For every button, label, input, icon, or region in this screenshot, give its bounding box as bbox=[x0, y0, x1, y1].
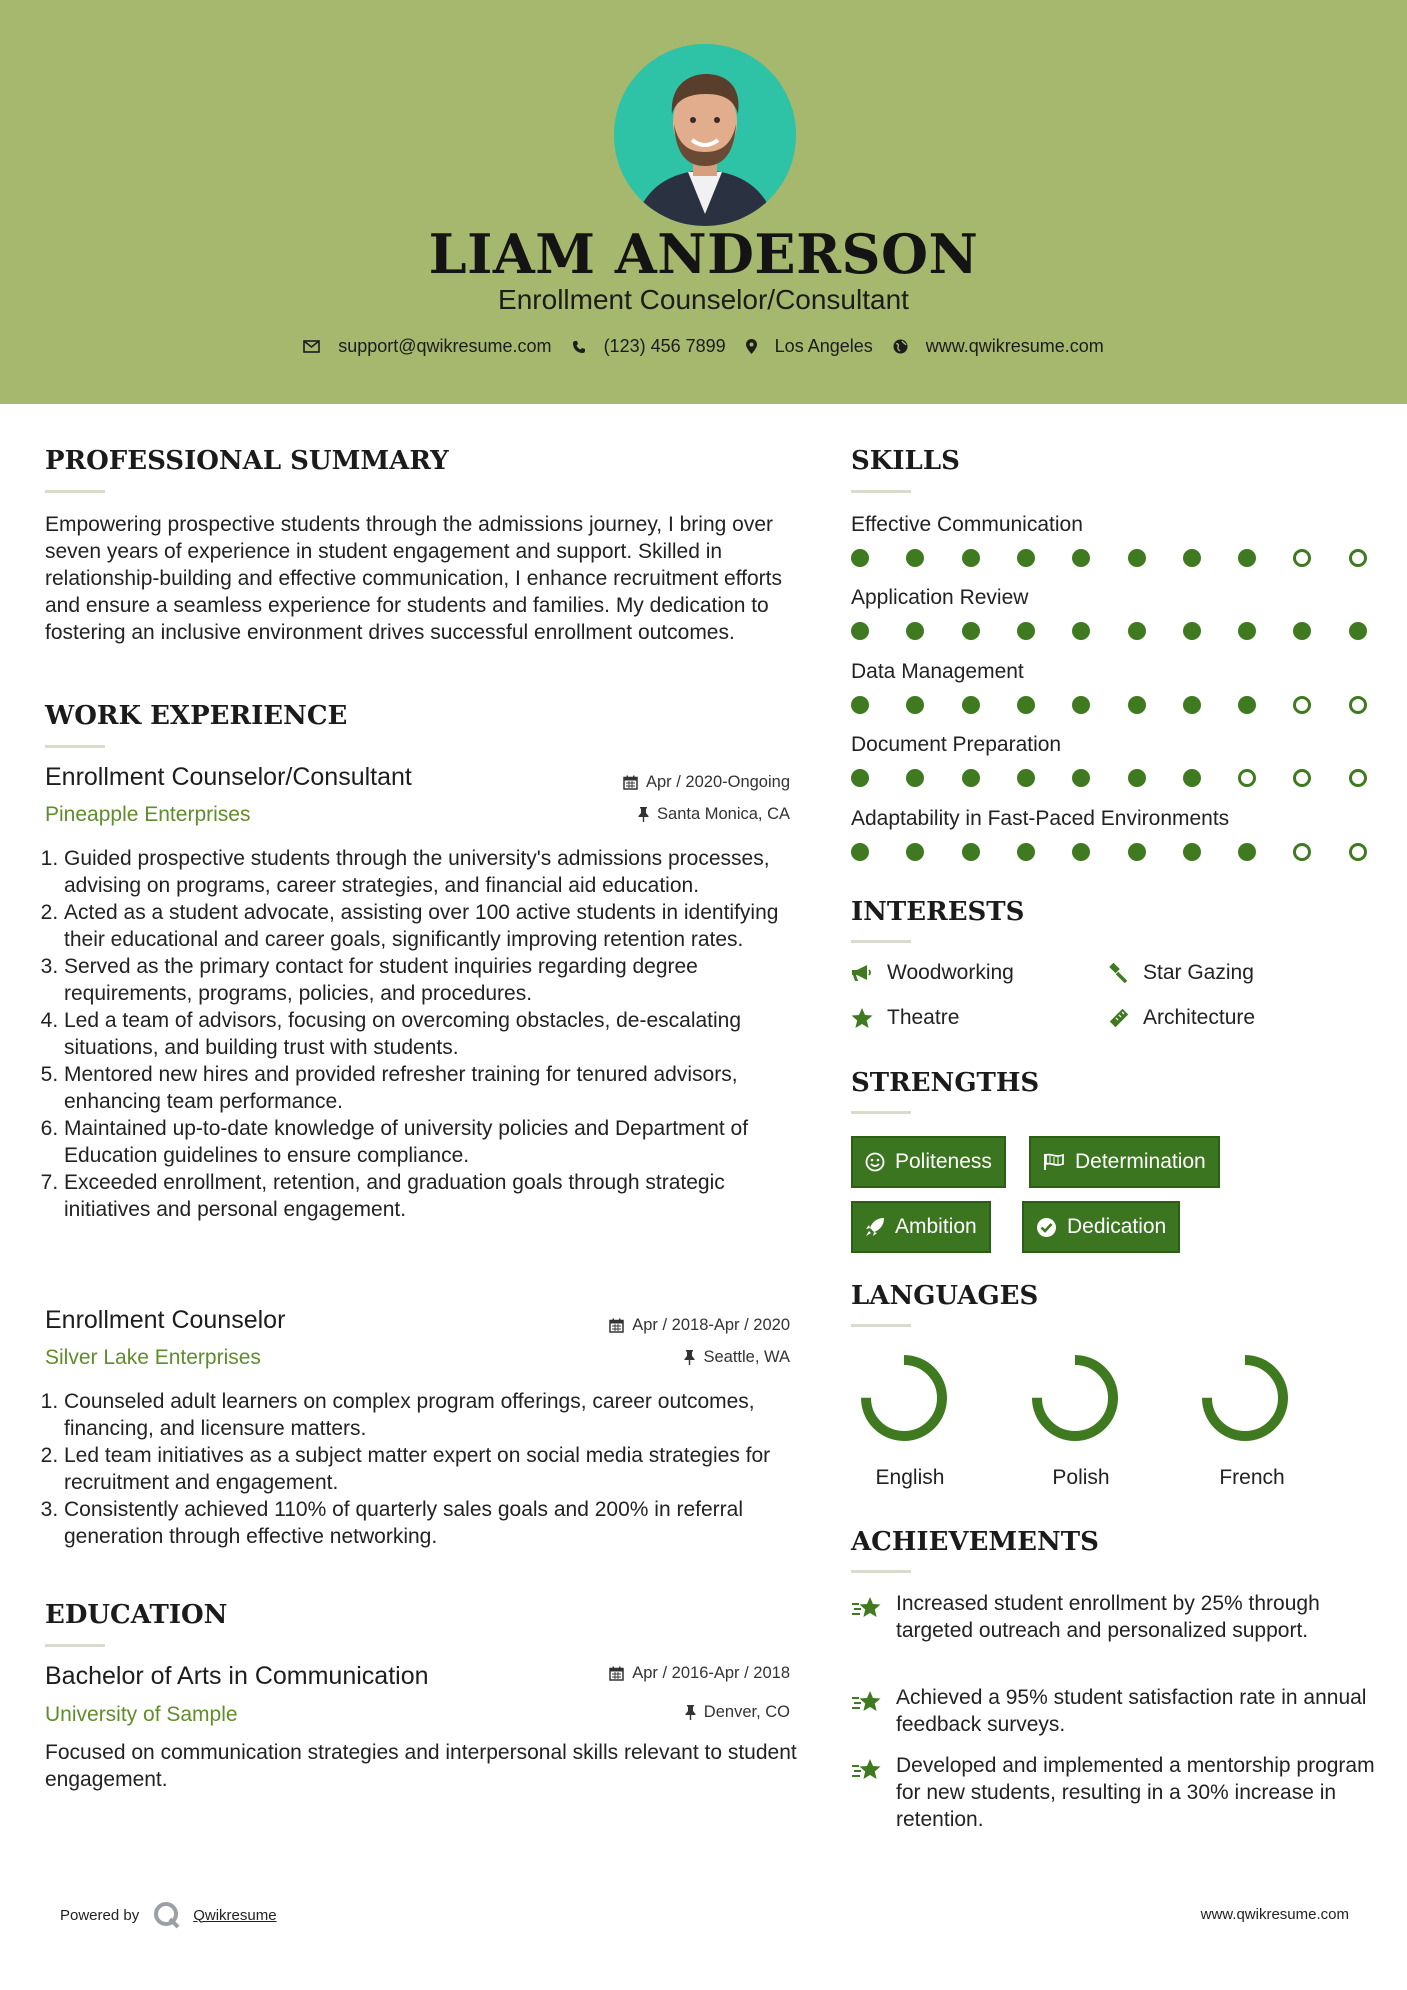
strengths-heading-underline bbox=[851, 1111, 911, 1114]
contact-location-text: Los Angeles bbox=[774, 336, 873, 356]
job-dates-text: Apr / 2018-Apr / 2020 bbox=[632, 1316, 790, 1334]
pushpin-icon bbox=[684, 1350, 695, 1365]
strength-badge bbox=[1029, 1136, 1220, 1188]
skill-rating bbox=[851, 622, 1371, 642]
list-item: 2. Acted as a student advocate, assisting over 100 active students in identifying their educational and career goals, significantly improving retention rates. bbox=[64, 899, 805, 953]
skill-dot-filled bbox=[1017, 622, 1035, 640]
summary-heading-underline bbox=[45, 490, 105, 493]
skill-dot-empty bbox=[1238, 769, 1256, 787]
skill-name: Effective Communication bbox=[851, 513, 1083, 536]
language-level-ring bbox=[858, 1352, 950, 1444]
skill-dot-filled bbox=[1293, 622, 1311, 640]
language-name: English bbox=[875, 1466, 945, 1489]
interest-label: Woodworking bbox=[887, 961, 1014, 984]
languages-heading: LANGUAGES bbox=[851, 1281, 1039, 1311]
strengths-heading: STRENGTHS bbox=[851, 1068, 1040, 1098]
company-name: Pineapple Enterprises bbox=[45, 803, 251, 826]
skill-dot-empty bbox=[1349, 549, 1367, 567]
skill-dot-filled bbox=[1183, 622, 1201, 640]
star-icon bbox=[851, 1008, 873, 1029]
skills-heading: SKILLS bbox=[851, 446, 960, 476]
calendar-icon bbox=[609, 1318, 624, 1333]
interest-item bbox=[851, 961, 1014, 985]
skill-dot-empty bbox=[1293, 549, 1311, 567]
skill-dot-empty bbox=[1293, 696, 1311, 714]
skill-dot-empty bbox=[1293, 769, 1311, 787]
trophy-star-icon bbox=[851, 1690, 883, 1716]
contact-location bbox=[746, 336, 873, 357]
job-responsibilities bbox=[45, 845, 805, 1223]
job-dates bbox=[500, 1316, 790, 1335]
job-dates-text: Apr / 2020-Ongoing bbox=[645, 773, 790, 791]
skill-dot-filled bbox=[1183, 696, 1201, 714]
skill-dot-filled bbox=[1128, 549, 1146, 567]
skill-dot-filled bbox=[962, 696, 980, 714]
contact-website-text: www.qwikresume.com bbox=[925, 336, 1104, 356]
skill-dot-filled bbox=[1349, 622, 1367, 640]
skill-dot-filled bbox=[1128, 843, 1146, 861]
ruler-icon bbox=[1107, 1007, 1129, 1029]
job-title: Enrollment Counselor/Consultant bbox=[45, 763, 412, 791]
list-item: 3. Served as the primary contact for student inquiries regarding degree requirements, programs, policies, and procedures. bbox=[64, 953, 805, 1007]
footer-website-link[interactable]: www.qwikresume.com bbox=[1200, 1906, 1349, 1923]
skill-rating bbox=[851, 769, 1371, 789]
skill-dot-filled bbox=[1183, 549, 1201, 567]
skill-dot-empty bbox=[1293, 843, 1311, 861]
school-name: University of Sample bbox=[45, 1703, 238, 1726]
achievement-text: Increased student enrollment by 25% through targeted outreach and personalized support. bbox=[896, 1592, 1320, 1642]
skill-name: Data Management bbox=[851, 660, 1024, 683]
strength-badge bbox=[851, 1201, 991, 1253]
interests-heading: INTERESTS bbox=[851, 897, 1025, 927]
education-description: Focused on communication strategies and interpersonal skills relevant to student engagement. bbox=[45, 1741, 797, 1791]
check-circle-icon bbox=[1036, 1217, 1057, 1238]
job-dates bbox=[500, 773, 790, 792]
job-title: Enrollment Counselor bbox=[45, 1306, 286, 1334]
skill-dot-filled bbox=[1072, 696, 1090, 714]
skill-dot-filled bbox=[851, 769, 869, 787]
skill-dot-filled bbox=[1238, 549, 1256, 567]
skill-dot-filled bbox=[851, 549, 869, 567]
skill-dot-filled bbox=[1238, 843, 1256, 861]
strength-badge bbox=[851, 1136, 1006, 1188]
skill-name: Adaptability in Fast-Paced Environments bbox=[851, 807, 1230, 830]
skill-dot-filled bbox=[1128, 769, 1146, 787]
contact-email-text: support@qwikresume.com bbox=[338, 336, 552, 356]
job-location-text: Santa Monica, CA bbox=[657, 805, 790, 823]
skill-dot-filled bbox=[906, 843, 924, 861]
skill-name: Application Review bbox=[851, 586, 1029, 609]
list-item: 5. Mentored new hires and provided refresher training for tenured advisors, enhancing team performance. bbox=[64, 1061, 805, 1115]
avatar-portrait bbox=[614, 44, 796, 226]
qwikresume-logo-icon bbox=[153, 1901, 181, 1929]
header-banner bbox=[0, 0, 1407, 404]
strength-label: Politeness bbox=[895, 1150, 992, 1173]
skill-dot-filled bbox=[1183, 843, 1201, 861]
contact-email[interactable] bbox=[303, 336, 551, 357]
trophy-star-icon bbox=[851, 1596, 883, 1622]
job-responsibilities bbox=[45, 1388, 805, 1550]
interest-label: Theatre bbox=[887, 1006, 960, 1029]
candidate-title: Enrollment Counselor/Consultant bbox=[498, 284, 909, 315]
globe-icon bbox=[893, 339, 908, 354]
strength-label: Ambition bbox=[895, 1215, 977, 1238]
skill-dot-filled bbox=[962, 769, 980, 787]
language-name: Polish bbox=[1052, 1466, 1110, 1489]
experience-heading: WORK EXPERIENCE bbox=[45, 701, 348, 731]
interest-label: Star Gazing bbox=[1143, 961, 1254, 984]
smile-icon bbox=[865, 1152, 885, 1172]
skill-dot-filled bbox=[962, 843, 980, 861]
language-level-ring bbox=[1199, 1352, 1291, 1444]
summary-text: Empowering prospective students through the admissions journey, I bring over seven years of experience in student engagement and support. Skilled in relationship-building and effective communication, I enhance recruitment efforts and ensure a seamless experience for students and families. My dedication to fostering an inclusive environment drives successful enrollment outcomes. bbox=[45, 513, 782, 644]
list-item: 4. Led a team of advisors, focusing on overcoming obstacles, de-escalating situations, and building trust with students. bbox=[64, 1007, 805, 1061]
interest-label: Architecture bbox=[1143, 1006, 1256, 1029]
education-location bbox=[500, 1703, 790, 1722]
skill-dot-filled bbox=[1017, 549, 1035, 567]
skill-dot-filled bbox=[1017, 843, 1035, 861]
candidate-name: LIAM ANDERSON bbox=[428, 222, 979, 286]
list-item: 1. Guided prospective students through the university's admissions processes, advising on programs, career strategies, and financial aid education. bbox=[64, 845, 805, 899]
skill-dot-filled bbox=[1128, 622, 1146, 640]
education-heading-underline bbox=[45, 1644, 105, 1647]
skill-dot-filled bbox=[851, 622, 869, 640]
interest-item bbox=[851, 1006, 959, 1030]
job-location bbox=[500, 805, 790, 824]
skill-dot-filled bbox=[1072, 843, 1090, 861]
skill-dot-filled bbox=[962, 549, 980, 567]
skill-dot-filled bbox=[1183, 769, 1201, 787]
map-pin-icon bbox=[746, 339, 757, 354]
pushpin-icon bbox=[638, 807, 649, 822]
skill-dot-filled bbox=[1128, 696, 1146, 714]
trophy-star-icon bbox=[851, 1758, 883, 1784]
skill-dot-filled bbox=[1017, 696, 1035, 714]
achievement-text: Achieved a 95% student satisfaction rate in annual feedback surveys. bbox=[896, 1686, 1367, 1736]
list-item: 6. Maintained up-to-date knowledge of university policies and Department of Education guidelines to ensure compliance. bbox=[64, 1115, 805, 1169]
summary-heading: PROFESSIONAL SUMMARY bbox=[45, 446, 449, 476]
qwikresume-link[interactable]: Qwikresume bbox=[193, 1906, 277, 1924]
calendar-icon bbox=[609, 1666, 624, 1681]
skill-dot-filled bbox=[906, 769, 924, 787]
skill-dot-filled bbox=[1072, 622, 1090, 640]
company-name: Silver Lake Enterprises bbox=[45, 1346, 261, 1369]
interest-item bbox=[1107, 961, 1254, 985]
megaphone-icon bbox=[851, 964, 873, 982]
flag-icon bbox=[1043, 1153, 1065, 1171]
job-location bbox=[500, 1348, 790, 1367]
education-heading: EDUCATION bbox=[45, 1600, 228, 1630]
rocket-icon bbox=[865, 1217, 885, 1237]
skill-dot-empty bbox=[1349, 843, 1367, 861]
skill-dot-filled bbox=[851, 696, 869, 714]
skill-dot-filled bbox=[906, 549, 924, 567]
strength-badge bbox=[1022, 1201, 1180, 1253]
interests-heading-underline bbox=[851, 940, 911, 943]
calendar-icon bbox=[623, 775, 638, 790]
list-item: 7. Exceeded enrollment, retention, and graduation goals through strategic initiatives and personal engagement. bbox=[64, 1169, 805, 1223]
skill-name: Document Preparation bbox=[851, 733, 1062, 756]
interest-item bbox=[1107, 1006, 1255, 1030]
achievements-heading-underline bbox=[851, 1570, 911, 1573]
skill-rating bbox=[851, 696, 1371, 716]
education-dates bbox=[500, 1664, 790, 1683]
phone-icon bbox=[572, 340, 586, 354]
skill-dot-filled bbox=[1238, 622, 1256, 640]
contact-bar bbox=[0, 336, 1407, 357]
languages-heading-underline bbox=[851, 1324, 911, 1327]
skill-rating bbox=[851, 549, 1371, 569]
contact-phone[interactable] bbox=[572, 336, 726, 357]
footer-powered-by bbox=[60, 1901, 277, 1929]
list-item: 1. Counseled adult learners on complex program offerings, career outcomes, financing, and licensure matters. bbox=[64, 1388, 805, 1442]
job-location-text: Seattle, WA bbox=[703, 1348, 790, 1366]
envelope-icon bbox=[303, 340, 320, 353]
skill-dot-empty bbox=[1349, 769, 1367, 787]
skill-dot-filled bbox=[1017, 769, 1035, 787]
contact-phone-text: (123) 456 7899 bbox=[603, 336, 726, 356]
powered-by-label: Powered by bbox=[60, 1906, 140, 1924]
gavel-icon bbox=[1107, 963, 1129, 983]
strength-label: Dedication bbox=[1067, 1215, 1167, 1238]
skills-heading-underline bbox=[851, 490, 911, 493]
achievements-heading: ACHIEVEMENTS bbox=[851, 1527, 1099, 1557]
contact-website[interactable] bbox=[893, 336, 1104, 357]
language-name: French bbox=[1219, 1466, 1285, 1489]
skill-dot-filled bbox=[962, 622, 980, 640]
skill-dot-filled bbox=[906, 622, 924, 640]
pushpin-icon bbox=[685, 1705, 696, 1720]
degree-title: Bachelor of Arts in Communication bbox=[45, 1662, 429, 1690]
experience-heading-underline bbox=[45, 745, 105, 748]
skill-dot-filled bbox=[1072, 549, 1090, 567]
skill-dot-filled bbox=[1238, 696, 1256, 714]
skill-dot-empty bbox=[1349, 696, 1367, 714]
list-item: 3. Consistently achieved 110% of quarterly sales goals and 200% in referral generation through effective networking. bbox=[64, 1496, 805, 1550]
education-dates-text: Apr / 2016-Apr / 2018 bbox=[632, 1664, 790, 1682]
list-item: 2. Led team initiatives as a subject matter expert on social media strategies for recruitment and engagement. bbox=[64, 1442, 805, 1496]
language-level-ring bbox=[1029, 1352, 1121, 1444]
education-location-text: Denver, CO bbox=[703, 1703, 790, 1721]
skill-dot-filled bbox=[851, 843, 869, 861]
skill-dot-filled bbox=[1072, 769, 1090, 787]
achievement-text: Developed and implemented a mentorship program for new students, resulting in a 30% increase in retention. bbox=[896, 1754, 1375, 1831]
skill-rating bbox=[851, 843, 1371, 863]
avatar bbox=[614, 44, 796, 226]
skill-dot-filled bbox=[906, 696, 924, 714]
strength-label: Determination bbox=[1075, 1150, 1206, 1173]
